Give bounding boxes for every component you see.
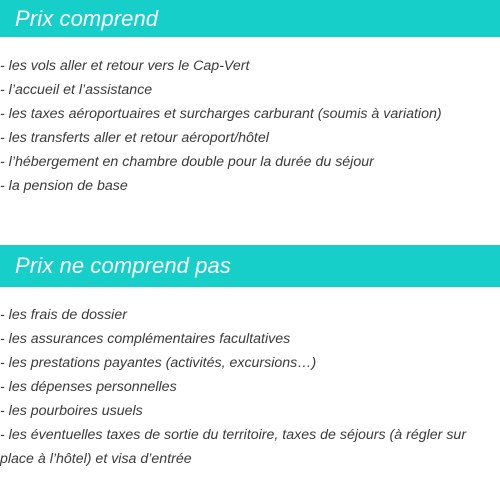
list-item: - les transferts aller et retour aéroport/hôtel: [0, 130, 269, 146]
price-excludes-banner: [0, 245, 500, 287]
list-item: - la pension de base: [0, 178, 128, 194]
price-includes-banner: [0, 0, 500, 37]
list-item: - les assurances complémentaires facultatives: [0, 331, 291, 347]
list-item: - les dépenses personnelles: [0, 379, 177, 395]
list-item: - les taxes aéroportuaires et surcharges carburant (soumis à variation): [0, 106, 442, 122]
list-item: - les vols aller et retour vers le Cap-Vert: [0, 58, 250, 74]
list-item: - l’accueil et l’assistance: [0, 82, 153, 98]
list-item: - les frais de dossier: [0, 307, 127, 323]
list-item: - les pourboires usuels: [0, 403, 143, 419]
price-includes-list: [0, 54, 500, 198]
list-item: - l’hébergement en chambre double pour la durée du séjour: [0, 154, 374, 170]
price-excludes-title: Prix ne comprend pas: [15, 253, 231, 278]
price-excludes-list: [0, 303, 500, 471]
price-includes-section: [0, 0, 500, 198]
list-item: - les prestations payantes (activités, excursions…): [0, 355, 317, 371]
list-item: - les éventuelles taxes de sortie du territoire, taxes de séjours (à régler sur place à l’hôtel) et visa d’entrée: [0, 427, 467, 467]
price-includes-title: Prix comprend: [15, 5, 159, 31]
price-excludes-section: [0, 245, 500, 471]
